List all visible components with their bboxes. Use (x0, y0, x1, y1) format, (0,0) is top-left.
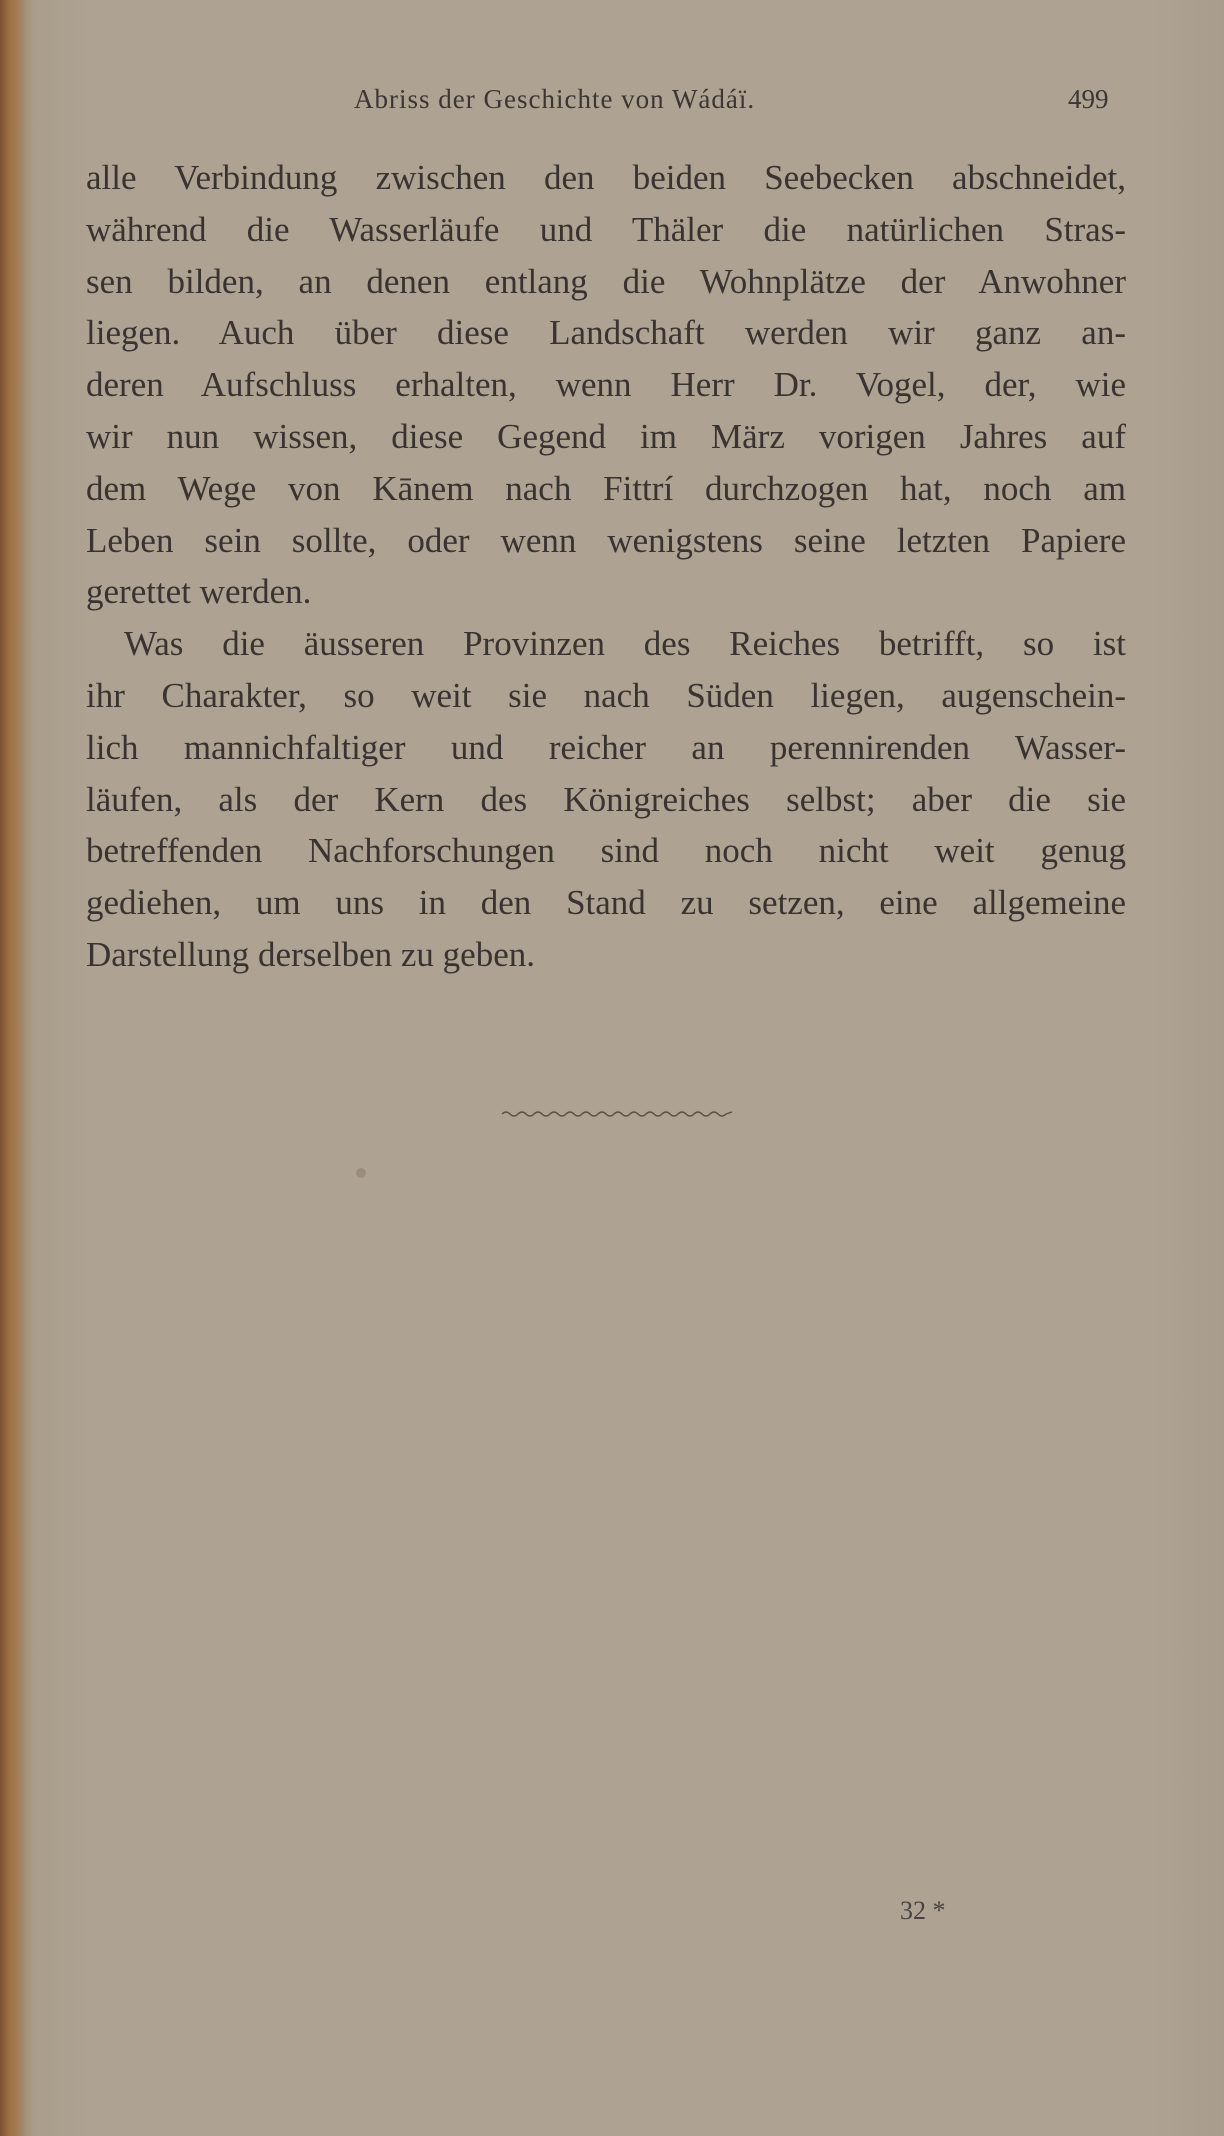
text-line: wir nun wissen, diese Gegend im März vorigen Jahres auf (86, 416, 1126, 456)
text-line: sen bilden, an denen entlang die Wohnplätze der Anwohner (86, 261, 1126, 301)
section-end-ornament (500, 1108, 734, 1120)
paper-blemish (356, 1168, 366, 1178)
text-line: gediehen, um uns in den Stand zu setzen, eine allgemeine (86, 883, 1126, 923)
text-line: gerettet werden. (86, 572, 312, 612)
text-line: läufen, als der Kern des Königreiches selbst; aber die sie (86, 779, 1126, 819)
text-line: lich mannichfaltiger und reicher an perennirenden Wasser- (86, 727, 1126, 767)
text-line: betreffenden Nachforschungen sind noch nicht weit genug (86, 831, 1126, 871)
body-text (86, 152, 1126, 981)
text-line: dem Wege von Kānem nach Fittrí durchzogen hat, noch am (86, 468, 1126, 508)
signature-mark: 32 * (900, 1896, 946, 1925)
text-line: alle Verbindung zwischen den beiden Seebecken abschneidet, (86, 158, 1126, 197)
text-line: ihr Charakter, so weit sie nach Süden liegen, augenschein- (86, 675, 1126, 715)
text-line: Darstellung derselben zu geben. (86, 934, 536, 974)
text-line: Leben sein sollte, oder wenn wenigstens seine letzten Papiere (86, 520, 1126, 560)
text-line: Was die äusseren Provinzen des Reiches betrifft, so ist (124, 624, 1126, 664)
text-line: deren Aufschluss erhalten, wenn Herr Dr. Vogel, der, wie (86, 365, 1126, 405)
text-line: liegen. Auch über diese Landschaft werden wir ganz an- (86, 313, 1126, 353)
running-title: Abriss der Geschichte von Wádáï. (354, 84, 756, 114)
page-number: 499 (1068, 84, 1109, 114)
text-line: während die Wasserläufe und Thäler die natürlichen Stras- (86, 209, 1126, 249)
